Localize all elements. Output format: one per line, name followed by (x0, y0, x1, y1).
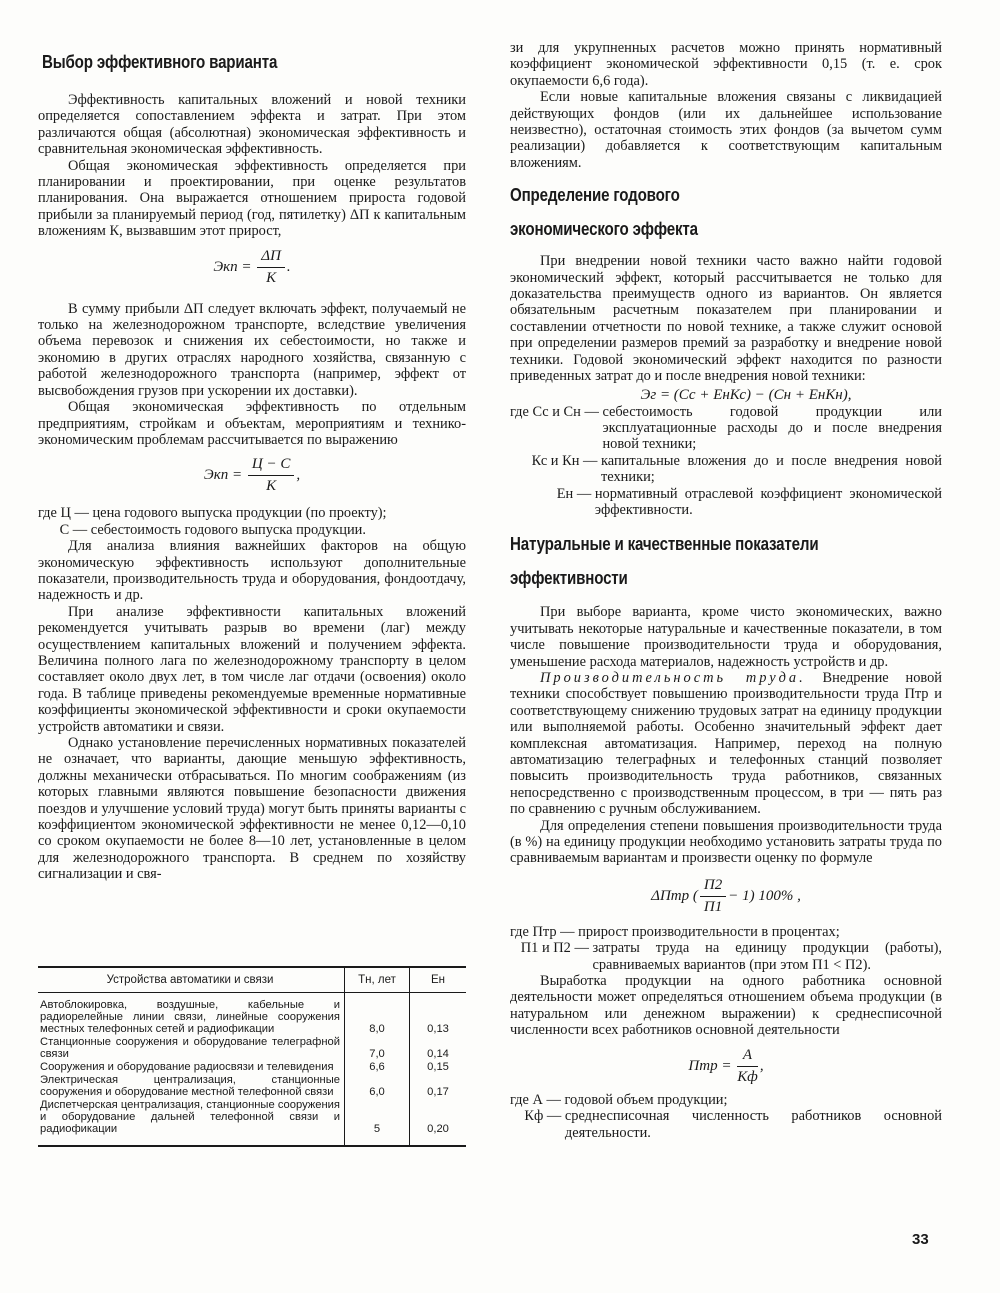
definition-text: прирост производительности в процентах; (578, 923, 840, 940)
formula-tail: − 1) 100% , (728, 887, 801, 904)
table-row (38, 1036, 466, 1061)
formula-tail: , (759, 1057, 764, 1074)
formula-denominator: Кф (737, 1068, 758, 1085)
table-cell-period: 8,0 (345, 993, 410, 1037)
table-row (38, 993, 466, 1037)
definitions (510, 1092, 942, 1141)
paragraph: Общая экономическая эффективность определяется при планировании и проектировании, при оценке результатов планирования. Она выражается отношением прироста годовой прибыли за планируемый период (год, пятилетку) ΔП к капитальным вложениям К, вызвавшим этот прирост, (38, 157, 466, 240)
formula-annual-effect: Эг = (Сс + ЕнКс) − (Сн + ЕнКн), (640, 386, 852, 403)
paragraph: Однако установление перечисленных нормативных показателей не означает, что варианты, дающие меньшую эффективность, должны механически отбрасываться. По многим соображениям (из которых главными являются повышение безопасности движения поездов и улучшение условий труда) могут быть приняты варианты с коэффициентом экономической эффективности не менее 0,12—0,10 со сроком окупаемости не более 8—10 лет, установленные в целом для железнодорожного транспорта. В среднем по хозяйству сигнализации и свя- (38, 735, 466, 883)
table-row (38, 1074, 466, 1099)
table-cell-period: 6,0 (345, 1074, 410, 1099)
table-cell-coefficient: 0,20 (427, 1123, 449, 1135)
run-in-heading: Производительность труда. (540, 669, 806, 686)
formula-productivity-growth (510, 877, 942, 916)
table-cell-coefficient: 0,13 (427, 1023, 449, 1035)
table-cell-period: 5 (345, 1099, 410, 1145)
formula-general-effect (38, 248, 466, 287)
table-bottom-rule (38, 1145, 466, 1147)
formula-numerator: А (737, 1047, 758, 1067)
paragraph: Эффективность капитальных вложений и новой техники определяется сопоставлением эффекта и затрат. При этом различаются общая (абсолютная) экономическая эффективность и сравнительная экономическая эффективность. (38, 92, 466, 158)
section-heading-indicators: Натуральные и качественные показатели (510, 534, 819, 555)
formula-object-effect (38, 456, 466, 495)
formula-lhs: Экп = (213, 258, 252, 275)
definition-term: где Ц — (38, 505, 93, 522)
formula-output-per-worker (510, 1047, 942, 1086)
table-cell-device: Сооружения и оборудование радиосвязи и телевидения (38, 1061, 345, 1074)
definition-term: где А — (510, 1091, 565, 1108)
table-cell-coefficient: 0,15 (427, 1061, 449, 1073)
definition-text: себестоимость годового выпуска продукции. (90, 521, 366, 538)
formula-lhs: Экп = (203, 467, 243, 484)
table-row (38, 1061, 466, 1074)
definitions (510, 924, 942, 973)
formula-numerator: ΔП (257, 248, 285, 268)
table-cell-device: Станционные сооружения и оборудование телеграфной связи (38, 1036, 345, 1061)
paragraph: При внедрении новой техники часто важно найти годовой экономический эффект, который рассчитывается не только для доказательства преимуществ одного из вариантов. Он является обязательным расчетным показателем при планировании и составлении отчетности по новой технике, а также служит основой при определении размеров премий за разработку и внедрение новой техники. Годовой экономический эффект находится по разности приведенных затрат до и после внедрения новой техники: (510, 253, 942, 385)
paragraph: Выработка продукции на одного работника основной деятельности может определяться отношением объема продукции (в натуральном или денежном выражении) к среднесписочной численности всех работников основной деятельности (510, 973, 942, 1039)
formula-lhs: Птр = (688, 1057, 732, 1074)
formula-lhs: ΔПтр ( (651, 887, 698, 904)
paragraph: Для анализа влияния важнейших факторов на общую экономическую эффективность используют дополнительные показатели, производительность труда и оборудования, фондоотдачу, надежность и др. (38, 538, 466, 604)
paragraph: В сумму прибыли ΔП следует включать эффект, получаемый не только на железнодорожном транспорте, вследствие увеличения объема перевозок и снижения их себестоимости, но также и экономию в других отраслях народного хозяйства, связанную с работой железнодорожного транспорта (например, эффект от высвобождения грузов при ускорении их доставки). (38, 300, 466, 399)
definition-term: Ен — (510, 485, 595, 502)
section-heading-indicators-line2: эффективности (510, 568, 628, 589)
column-header: Устройства автоматики и связи (38, 968, 345, 993)
paragraph: Общая экономическая эффективность по отдельным предприятиям, стройкам и объектам, мероприятиям и технико-экономическим проблемам рассчитывается по выражению (38, 399, 466, 448)
definition-term: где Сс и Сн — (510, 403, 603, 420)
paragraph: Если новые капитальные вложения связаны с ликвидацией действующих фондов (или их дальнейшее использование неизвестно), остаточная стоимость этих фондов (за вычетом сумм реализации) добавляется к соответствующим капитальным вложениям. (510, 89, 942, 171)
efficiency-table-block (38, 966, 466, 1147)
definition-text: среднесписочная численность работников основной деятельности. (564, 1108, 942, 1141)
definition-term: Кф — (510, 1108, 565, 1125)
page-number: 33 (912, 1231, 929, 1248)
definition-text: годовой объем продукции; (564, 1091, 728, 1108)
definition-term: Кс и Кн — (510, 452, 601, 469)
formula-numerator: П2 (700, 877, 726, 897)
paragraph: При анализе эффективности капитальных вложений рекомендуется учитывать разрыв во времени (лаг) между осуществлением капитальных вложений и получением эффекта. Величина полного лага по железнодорожному транспорту в целом составляет около двух лет, в том числе лаг отдачи (освоения) около года. В таблице приведены рекомендуемые временные нормативные коэффициенты экономической эффективности и сроки окупаемости устройств автоматики и связи. (38, 603, 466, 735)
section-heading-annual-line2: экономического эффекта (510, 219, 698, 240)
table-cell-period: 6,6 (345, 1061, 410, 1074)
formula-tail: , (296, 467, 301, 484)
definition-term: П1 и П2 — (510, 940, 593, 957)
column-header: Ен (410, 968, 467, 993)
definition-text: капитальные вложения до и после внедрения новой техники; (601, 452, 942, 486)
definition-term: где Птр — (510, 923, 579, 940)
definitions (38, 505, 466, 538)
formula-tail: . (286, 258, 291, 275)
paragraph (510, 670, 942, 818)
formula-denominator: К (266, 478, 277, 495)
definition-text: нормативный отраслевой коэффициент экономической эффективности. (594, 485, 942, 518)
table-cell-period: 7,0 (345, 1036, 410, 1061)
table-cell-device: Автоблокировка, воздушные, кабельные и радиорелейные линии связи, линейные сооружения местных телефонных сетей и радиофикации (38, 993, 345, 1037)
table-cell-device: Электрическая централизация, станционные сооружения и оборудование местной телефонной связи (38, 1074, 345, 1099)
table-cell-coefficient: 0,14 (427, 1048, 449, 1060)
formula-denominator: П1 (703, 898, 723, 915)
definitions (510, 404, 942, 519)
definition-text: себестоимость годовой продукции или эксплуатационные расходы до и после внедрения новой техники; (602, 403, 942, 453)
table-cell-device: Диспетчерская централизация, станционные сооружения и оборудование дальней телефонной связи и радиофикации (38, 1099, 345, 1145)
formula-denominator: К (266, 269, 277, 286)
formula-numerator: Ц − С (248, 456, 294, 476)
column-header: Тн, лет (345, 968, 410, 993)
definition-text: цена годового выпуска продукции (по проекту); (92, 505, 387, 522)
paragraph-text: Внедрение новой техники способствует повышению производительности труда Птр и соответствующему снижению трудовых затрат на единицу продукции или выполняемой работы. Особенно значительный эффект дает комплексная автоматизация. Например, переход на полную автоматизацию телеграфных и телефонных станций позволяет повысить производительность труда работников, связанных непосредственно с производственным процессом, в три — пять раз по сравнению с ручным обслуживанием. (510, 669, 942, 818)
paragraph: При выборе варианта, кроме чисто экономических, важно учитывать некоторые натуральные и качественные показатели, в том числе повышение производительности труда и оборудования, уменьшение расхода материалов, надежность устройств и др. (510, 604, 942, 670)
section-heading-annual: Определение годового (510, 185, 680, 206)
definition-text: затраты труда на единицу продукции (работы), сравниваемых вариантов (при этом П1 < П2). (592, 940, 942, 973)
definition-term: С — (38, 521, 91, 538)
table-cell-coefficient: 0,17 (427, 1086, 449, 1098)
paragraph: Для определения степени повышения производительности труда (в %) на единицу продукции необходимо установить затраты труда по сравниваемым вариантам и произвести оценку по формуле (510, 817, 942, 867)
efficiency-table (38, 968, 466, 1145)
paragraph: зи для укрупненных расчетов можно принять нормативный коэффициент экономической эффективности 0,15 (т. е. срок окупаемости 6,6 года). (510, 40, 942, 89)
table-row (38, 1099, 466, 1145)
section-heading-choice: Выбор эффективного варианта (42, 52, 278, 72)
